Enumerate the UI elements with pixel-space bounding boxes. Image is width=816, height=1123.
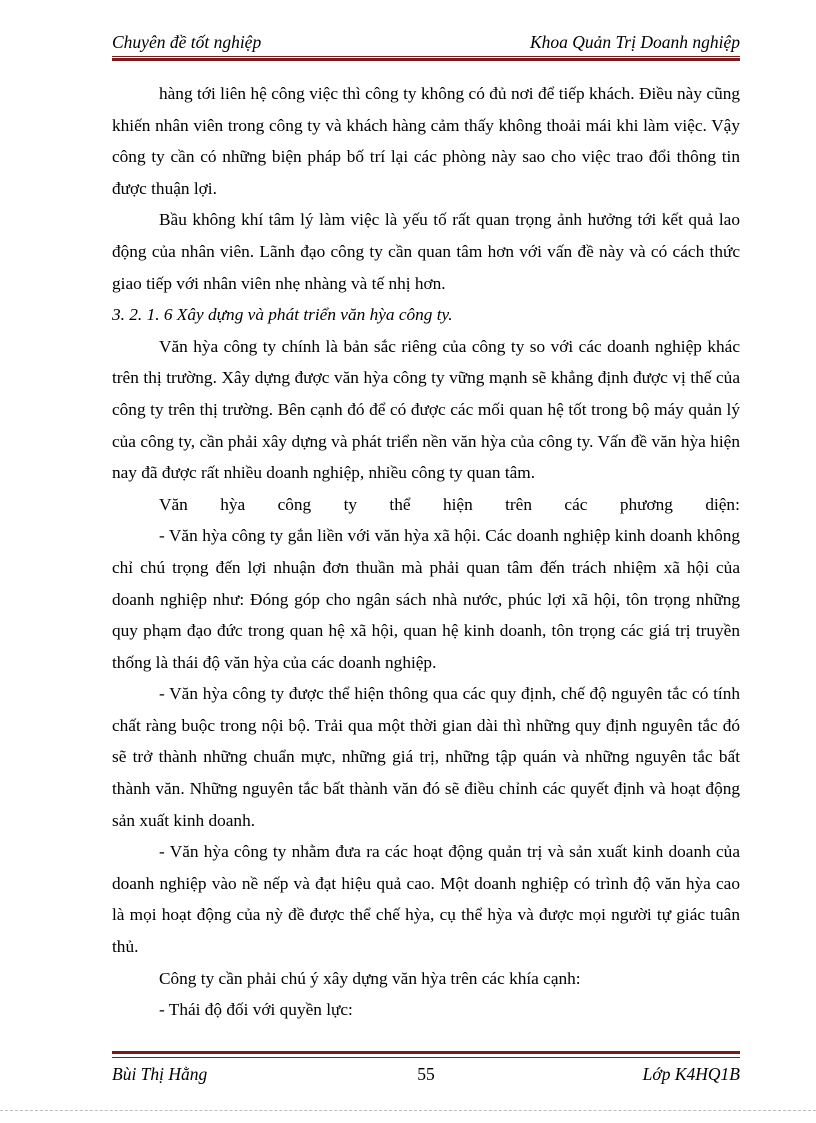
paragraph-reception-space: hàng tới liên hệ công việc thì công ty không có đủ nơi để tiếp khách. Điều này cũng khiến nhân viên trong công ty và khách hàng cảm thấy không thoải mái khi làm việc. Vậy công ty cần có những biện pháp bố trí lại các phòng này sao cho việc trao đổi thông tin được thuận lợi. bbox=[112, 84, 740, 198]
spread-word: các bbox=[564, 494, 588, 514]
paragraph-company-culture: Văn hỳa công ty chính là bản sắc riêng của công ty so với các doanh nghiệp khác trên thị trường. Xây dựng được văn hỳa công ty vững mạnh sẽ khẳng định được vị thế của công ty trên thị trường. Bên cạnh đó để có được các mối quan hệ tốt trong bộ máy quản lý của công ty, cần phải xây dựng và phát triển nền văn hỳa của công ty. Vấn đề văn hỳa hiện nay đã được rất nhiều doanh nghiệp, nhiều công ty quan tâm. bbox=[112, 336, 740, 483]
spread-word: trên bbox=[505, 494, 532, 514]
spread-word: ty bbox=[343, 494, 358, 514]
page-edge-divider bbox=[0, 1110, 816, 1111]
page-number: 55 bbox=[417, 1064, 435, 1084]
culture-aspects-line bbox=[112, 489, 740, 521]
spread-word: phương bbox=[619, 494, 673, 514]
bullet-internal-rules: - Văn hỳa công ty được thể hiện thông qua các quy định, chế độ nguyên tắc có tính chất ràng buộc trong nội bộ. Trải qua một thời gian dài thì những quy định nguyên tắc đó sẽ trở thành những chuẩn mực, những giá trị, những tập quán và những nguyên tắc bất thành văn. Những nguyên tắc bất thành văn đó sẽ điều chỉnh các quyết định và hoạt động sản xuất kinh doanh. bbox=[112, 684, 740, 830]
spread-word: thể bbox=[389, 494, 411, 514]
footer-author: Bùi Thị Hằng bbox=[112, 1064, 208, 1084]
page-body bbox=[112, 78, 740, 1026]
bullet-social-culture: - Văn hỳa công ty gắn liền với văn hỳa xã hội. Các doanh nghiệp kinh doanh không chỉ chú trọng đến lợi nhuận đơn thuần mà phải quan tâm đến trách nhiệm xã hội của doanh nghiệp như: Đóng góp cho ngân sách nhà nước, phúc lợi xã hội, tôn trọng những quy phạm đạo đức trong quan hệ xã hội, quan hệ kinh doanh, tôn trọng các giá trị truyền thống là thái độ văn hỳa của các doanh nghiệp. bbox=[112, 526, 740, 672]
paragraph-work-atmosphere: Bầu không khí tâm lý làm việc là yếu tố rất quan trọng ảnh hưởng tới kết quả lao động của nhân viên. Lãnh đạo công ty cần quan tâm hơn với vấn đề này và có cách thức giao tiếp với nhân viên nhẹ nhàng và tế nhị hơn. bbox=[112, 210, 740, 293]
page-header bbox=[112, 30, 740, 56]
spread-word: Văn bbox=[159, 494, 188, 514]
header-document-type: Chuyên đề tốt nghiệp bbox=[112, 32, 262, 52]
header-rule bbox=[112, 56, 740, 61]
spread-word: diện: bbox=[705, 494, 740, 514]
header-faculty: Khoa Quản Trị Doanh nghiệp bbox=[529, 32, 740, 52]
spread-word: công bbox=[277, 494, 312, 514]
page-footer bbox=[112, 1062, 740, 1088]
bullet-management-order: - Văn hỳa công ty nhằm đưa ra các hoạt động quản trị và sản xuất kinh doanh của doanh nghiệp vào nề nếp và đạt hiệu quả cao. Một doanh nghiệp có trình độ văn hỳa cao là mọi hoạt động của nỳ đề được thể chế hỳa, cụ thể hỳa và được mọi người tự giác tuân thủ. bbox=[112, 842, 740, 957]
footer-rule bbox=[112, 1051, 740, 1058]
spread-word: hiện bbox=[442, 494, 473, 514]
section-heading: 3. 2. 1. 6 Xây dựng và phát triển văn hỳa công ty. bbox=[112, 305, 453, 325]
spread-word: hỳa bbox=[220, 494, 246, 514]
bullet-attitude-to-power: - Thái độ đối với quyền lực: bbox=[159, 1000, 353, 1020]
footer-class: Lớp K4HQ1B bbox=[642, 1064, 740, 1084]
paragraph-culture-aspects: Công ty cần phải chú ý xây dựng văn hỳa trên các khía cạnh: bbox=[159, 968, 581, 988]
